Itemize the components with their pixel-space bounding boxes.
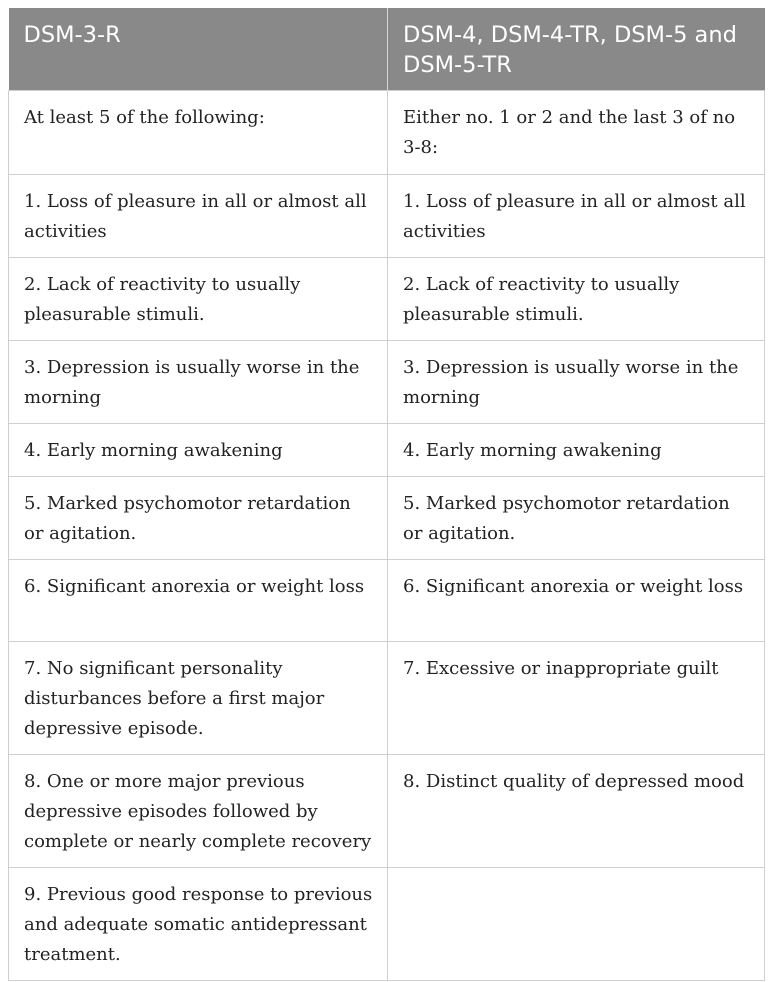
criteria-comparison-table <box>8 8 765 981</box>
cell-dsm3r: 6. Significant anorexia or weight loss <box>9 560 388 642</box>
cell-dsm3r: 2. Lack of reactivity to usually pleasurable stimuli. <box>9 258 388 341</box>
cell-dsm4-dsm5: 6. Significant anorexia or weight loss <box>388 560 765 642</box>
header-dsm3r: DSM-3-R <box>9 8 388 91</box>
table-row <box>9 642 765 755</box>
cell-dsm3r: 1. Loss of pleasure in all or almost all activities <box>9 175 388 258</box>
table-row <box>9 755 765 868</box>
header-row <box>9 8 765 91</box>
cell-dsm3r: 8. One or more major previous depressive episodes followed by complete or nearly complete recovery <box>9 755 388 868</box>
cell-dsm4-dsm5: 2. Lack of reactivity to usually pleasurable stimuli. <box>388 258 765 341</box>
cell-dsm4-dsm5: 4. Early morning awakening <box>388 424 765 477</box>
cell-dsm3r: 9. Previous good response to previous and adequate somatic antidepressant treatment. <box>9 868 388 981</box>
cell-dsm3r: 4. Early morning awakening <box>9 424 388 477</box>
table-row <box>9 560 765 642</box>
table-row <box>9 477 765 560</box>
cell-dsm3r: At least 5 of the following: <box>9 91 388 175</box>
table-row <box>9 341 765 424</box>
table-row <box>9 424 765 477</box>
cell-dsm3r: 7. No significant personality disturbances before a first major depressive episode. <box>9 642 388 755</box>
header-dsm4-dsm5: DSM-4, DSM-4-TR, DSM-5 and DSM-5-TR <box>388 8 765 91</box>
table-row <box>9 175 765 258</box>
table-body <box>9 91 765 981</box>
cell-dsm3r: 5. Marked psychomotor retardation or agitation. <box>9 477 388 560</box>
cell-dsm4-dsm5: 3. Depression is usually worse in the morning <box>388 341 765 424</box>
cell-dsm4-dsm5 <box>388 868 765 981</box>
table-row <box>9 868 765 981</box>
cell-dsm4-dsm5: Either no. 1 or 2 and the last 3 of no 3-8: <box>388 91 765 175</box>
cell-dsm4-dsm5: 7. Excessive or inappropriate guilt <box>388 642 765 755</box>
cell-dsm4-dsm5: 8. Distinct quality of depressed mood <box>388 755 765 868</box>
table-row <box>9 258 765 341</box>
criteria-table-container <box>8 8 764 981</box>
cell-dsm3r: 3. Depression is usually worse in the morning <box>9 341 388 424</box>
cell-dsm4-dsm5: 5. Marked psychomotor retardation or agitation. <box>388 477 765 560</box>
table-header <box>9 8 765 91</box>
cell-dsm4-dsm5: 1. Loss of pleasure in all or almost all activities <box>388 175 765 258</box>
table-row <box>9 91 765 175</box>
